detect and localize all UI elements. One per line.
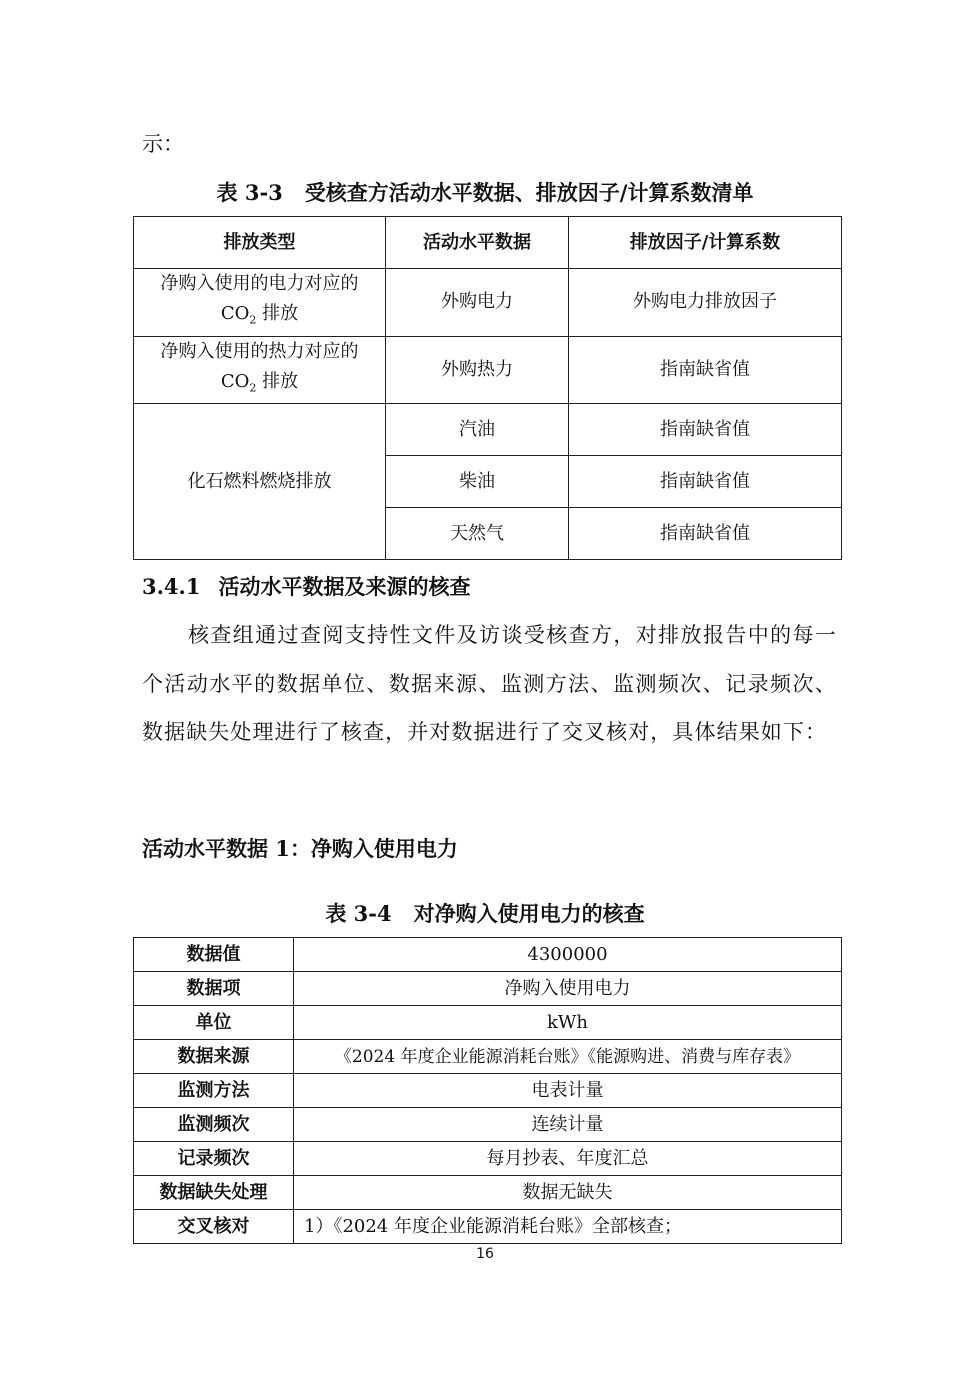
row-key: 监测频次 — [134, 1108, 294, 1142]
row-key: 数据来源 — [134, 1040, 294, 1074]
emission-type-cell — [134, 336, 386, 404]
activity-cell: 外购热力 — [386, 336, 569, 404]
row-value: kWh — [294, 1006, 842, 1040]
row-value: 连续计量 — [294, 1108, 842, 1142]
table-row — [134, 1142, 842, 1176]
emission-list-table — [133, 216, 842, 560]
section-title: 活动水平数据及来源的核查 — [218, 574, 471, 599]
subheading: 活动水平数据 1：净购入使用电力 — [142, 836, 458, 861]
table2-caption — [0, 898, 970, 928]
emission-type-line1: 净购入使用的热力对应的 — [160, 340, 359, 362]
row-value: 电表计量 — [294, 1074, 842, 1108]
table-row — [134, 1006, 842, 1040]
activity-cell: 柴油 — [386, 456, 569, 508]
activity-cell: 天然气 — [386, 508, 569, 560]
co2-post: 排放 — [256, 370, 299, 392]
table-row — [134, 1074, 842, 1108]
co2-sub: 2 — [249, 381, 257, 395]
page-number: 16 — [476, 1246, 494, 1262]
emission-type-cell: 化石燃料燃烧排放 — [134, 404, 386, 560]
factor-cell: 外购电力排放因子 — [569, 269, 842, 337]
electricity-check-table — [133, 937, 842, 1244]
table-row — [134, 1176, 842, 1210]
table2-caption-text: 对净购入使用电力的核查 — [413, 901, 645, 926]
row-key: 单位 — [134, 1006, 294, 1040]
section-number: 3.4.1 — [142, 574, 201, 599]
row-key: 监测方法 — [134, 1074, 294, 1108]
row-key: 数据缺失处理 — [134, 1176, 294, 1210]
body-paragraph: 核查组通过查阅支持性文件及访谈受核查方，对排放报告中的每一个活动水平的数据单位、数据来源、监测方法、监测频次、记录频次、数据缺失处理进行了核查，并对数据进行了交叉核对，具体结果如下： — [142, 623, 837, 744]
table2-caption-number: 表 3-4 — [325, 901, 392, 926]
emission-type-cell — [134, 269, 386, 337]
table-row — [134, 1108, 842, 1142]
table-row — [134, 1210, 842, 1244]
table-row — [134, 1040, 842, 1074]
intro-text: 示： — [142, 132, 184, 156]
table1-caption-text: 受核查方活动水平数据、排放因子/计算系数清单 — [304, 180, 754, 205]
row-value: 每月抄表、年度汇总 — [294, 1142, 842, 1176]
row-key: 数据值 — [134, 938, 294, 972]
table1-caption-number: 表 3-3 — [216, 180, 283, 205]
row-key: 交叉核对 — [134, 1210, 294, 1244]
row-key: 数据项 — [134, 972, 294, 1006]
activity-cell: 汽油 — [386, 404, 569, 456]
row-value: 净购入使用电力 — [294, 972, 842, 1006]
emission-type-line1: 净购入使用的电力对应的 — [160, 273, 359, 294]
co2-pre: CO — [220, 303, 250, 324]
table-row — [134, 269, 842, 337]
co2-pre: CO — [220, 370, 250, 392]
section-heading — [142, 571, 470, 601]
co2-post: 排放 — [256, 303, 299, 324]
activity-cell: 外购电力 — [386, 269, 569, 337]
factor-cell: 指南缺省值 — [569, 456, 842, 508]
header-activity-data: 活动水平数据 — [386, 217, 569, 269]
factor-cell: 指南缺省值 — [569, 508, 842, 560]
table-header-row — [134, 217, 842, 269]
table-row — [134, 336, 842, 404]
table-row — [134, 972, 842, 1006]
row-value: 1）《2024 年度企业能源消耗台账》全部核查； — [294, 1210, 842, 1244]
header-emission-type: 排放类型 — [134, 217, 386, 269]
row-value: 《2024 年度企业能源消耗台账》《能源购进、消费与库存表》 — [294, 1040, 842, 1074]
header-emission-factor: 排放因子/计算系数 — [569, 217, 842, 269]
factor-cell: 指南缺省值 — [569, 336, 842, 404]
row-value: 数据无缺失 — [294, 1176, 842, 1210]
table1-caption — [0, 177, 970, 207]
co2-sub: 2 — [249, 313, 257, 327]
table-row — [134, 938, 842, 972]
row-value: 4300000 — [294, 938, 842, 972]
table-row — [134, 404, 842, 456]
factor-cell: 指南缺省值 — [569, 404, 842, 456]
row-key: 记录频次 — [134, 1142, 294, 1176]
